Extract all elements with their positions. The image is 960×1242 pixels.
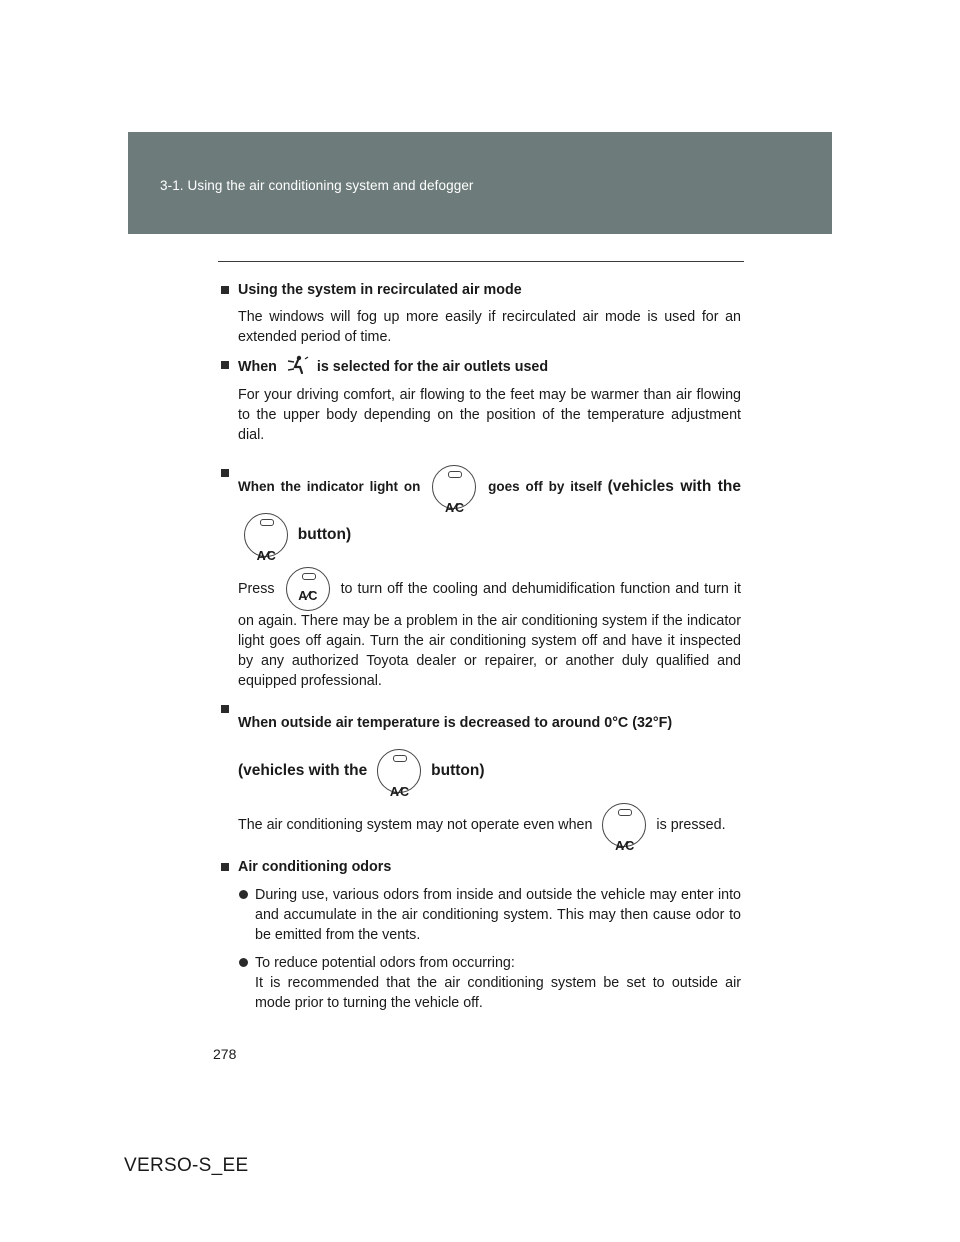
upper-and-feet-outlet-icon [285, 355, 309, 375]
heading-feet-outlet-b: is selected for the air outlets used [316, 359, 549, 375]
bullet-odors-1: During use, various odors from inside and outside the vehicle may enter into and accumulate in the air conditioning system. This may then cause odor to be emitted from the vents. [221, 885, 741, 945]
heading-indicator-a: When the indicator light on [238, 479, 421, 494]
divider [218, 261, 744, 262]
text-indicator-press: Press [238, 580, 275, 597]
ac-button-icon: A⁄C [286, 567, 330, 611]
ac-button-icon: A⁄C [602, 803, 646, 847]
model-code: VERSO-S_EE [124, 1155, 249, 1176]
text-indicator-light [221, 567, 741, 691]
bullet-odors-2-b: It is recommended that the air conditioning system be set to outside air mode prior to turning the vehicle off. [255, 975, 741, 1011]
text-indicator-rest: to turn off the cooling and dehumidification function and turn it on again. There may be a problem in the air conditioning system if the indicator light goes off again. Turn the air conditioning system off and have it inspected by any authorized Toyota dealer or repairer, or another duly qualified and equipped professional. [238, 580, 741, 689]
ac-button-icon: A⁄C [377, 749, 421, 793]
text-outside-temp [221, 801, 741, 854]
ac-button-icon: A⁄C [244, 513, 288, 557]
section-title: 3-1. Using the air conditioning system and defogger [160, 178, 474, 193]
heading-indicator-light [221, 463, 741, 564]
page-number: 278 [213, 1046, 237, 1062]
heading-indicator-d: button) [297, 526, 352, 543]
ac-button-icon: A⁄C [432, 465, 476, 509]
heading-feet-outlet [221, 355, 741, 377]
heading-recirculated-mode: Using the system in recirculated air mode [221, 280, 741, 300]
heading-outside-temp-c: button) [431, 762, 485, 779]
bullet-odors-2-a: To reduce potential odors from occurring: [255, 955, 515, 971]
text-outside-temp-b: is pressed. [656, 817, 726, 833]
heading-feet-outlet-a: When [238, 359, 277, 375]
bullet-odors-2 [221, 953, 741, 1013]
heading-indicator-c: (vehicles with the [607, 478, 741, 495]
text-feet-outlet: For your driving comfort, air flowing to the feet may be warmer than air flowing to the upper body depending on the position of the temperature adjustment dial. [238, 387, 741, 443]
heading-odors: Air conditioning odors [221, 857, 741, 877]
text-outside-temp-a: The air conditioning system may not operate even when [238, 817, 593, 833]
heading-outside-temp-a: When outside air temperature is decreased to around 0°C (32°F) [238, 715, 673, 731]
content [221, 280, 741, 1013]
text-recirculated-mode: The windows will fog up more easily if recirculated air mode is used for an extended period of time. [238, 309, 741, 345]
heading-outside-temp-b: (vehicles with the [238, 762, 368, 779]
heading-indicator-b: goes off by itself [488, 479, 602, 494]
heading-outside-temp [221, 699, 741, 800]
